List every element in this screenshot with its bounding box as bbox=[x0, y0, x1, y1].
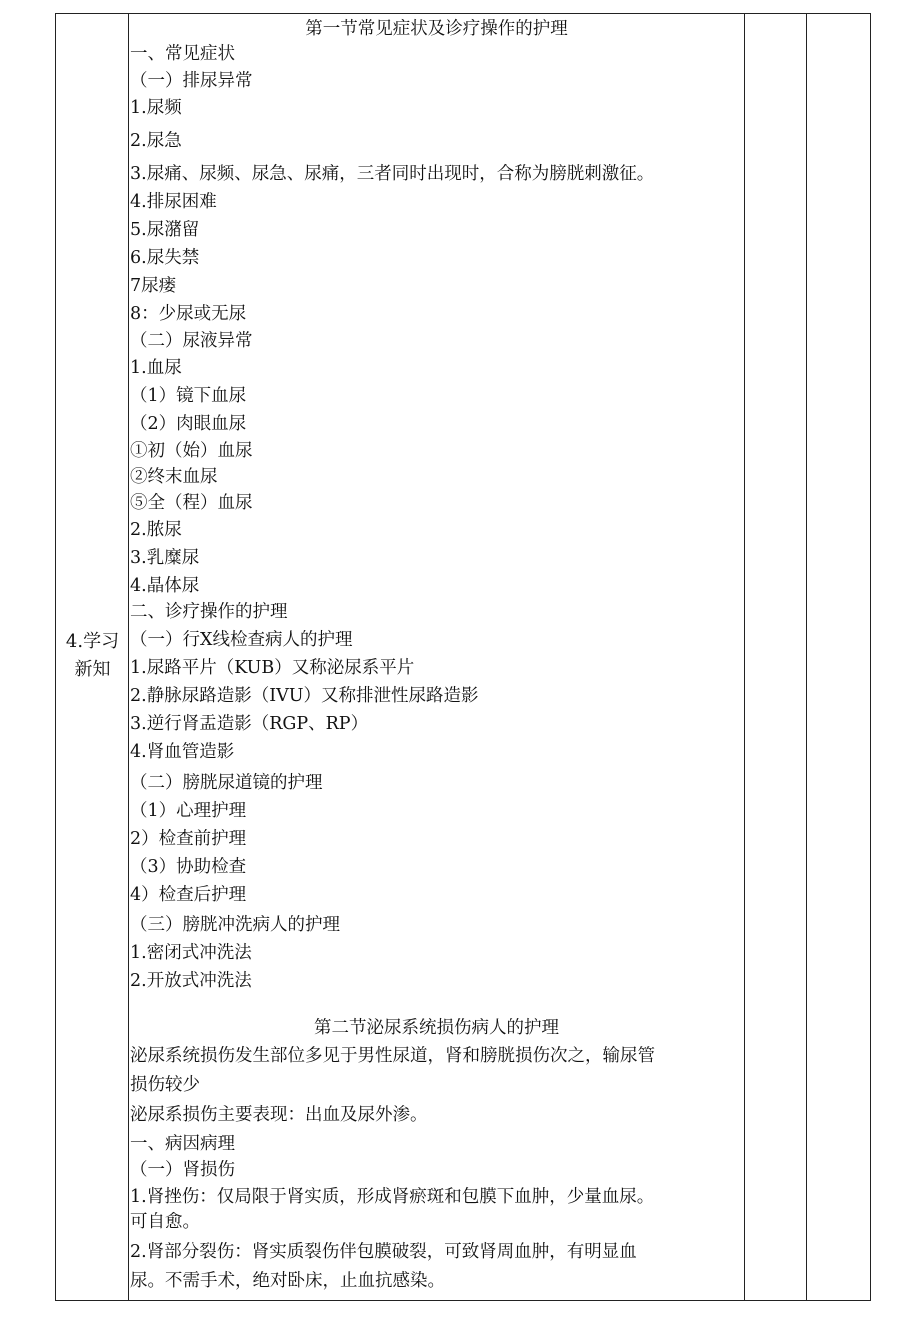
content-line: 4）检查后护理 bbox=[130, 885, 247, 905]
heading-common-symptoms: 一、常见症状 bbox=[130, 44, 235, 64]
subheading-urination-abnormal: （一）排尿异常 bbox=[130, 71, 253, 91]
content-line: 泌尿系损伤主要表现：出血及尿外渗。 bbox=[130, 1105, 428, 1125]
content-line: 4.晶体尿 bbox=[130, 576, 200, 596]
content-line: 1.肾挫伤：仅局限于肾实质，形成肾瘀斑和包膜下血肿，少量血尿。 bbox=[130, 1187, 655, 1207]
content-line: 2.静脉尿路造影（IVU）又称排泄性尿路造影 bbox=[130, 686, 479, 706]
subheading-cystoscopy: （二）膀胱尿道镜的护理 bbox=[130, 773, 323, 793]
content-line: 2.脓尿 bbox=[130, 520, 182, 540]
content-line: 可自愈。 bbox=[130, 1212, 200, 1232]
content-line: （1）镜下血尿 bbox=[130, 386, 247, 406]
label-column bbox=[56, 14, 129, 1300]
row-label-line-1: 4.学习 bbox=[65, 631, 120, 652]
content-line: 尿。不需手术，绝对卧床，止血抗感染。 bbox=[130, 1271, 445, 1291]
content-line: 3.逆行肾盂造影（RGP、RP） bbox=[130, 714, 369, 734]
content-line: 1.密闭式冲洗法 bbox=[130, 943, 252, 963]
content-line: 8：少尿或无尿 bbox=[130, 304, 247, 324]
content-line: 2.肾部分裂伤：肾实质裂伤伴包膜破裂，可致肾周血肿，有明显血 bbox=[130, 1242, 637, 1262]
content-line: 4.排尿困难 bbox=[130, 192, 217, 212]
empty-column-2 bbox=[807, 14, 870, 1300]
empty-column-1 bbox=[745, 14, 807, 1300]
row-label bbox=[56, 628, 129, 684]
row-label-line-2: 新知 bbox=[74, 659, 111, 680]
content-line: 2.尿急 bbox=[130, 131, 182, 151]
content-column bbox=[129, 14, 745, 1300]
content-line: 1.血尿 bbox=[130, 358, 182, 378]
content-line: 1.尿路平片（KUB）又称泌尿系平片 bbox=[130, 658, 415, 678]
document-table bbox=[55, 13, 871, 1301]
section-title-2: 第二节泌尿系统损伤病人的护理 bbox=[314, 1018, 559, 1038]
content-line: ②终末血尿 bbox=[130, 467, 218, 487]
heading-procedures: 二、诊疗操作的护理 bbox=[130, 602, 288, 622]
subheading-kidney-injury: （一）肾损伤 bbox=[130, 1160, 235, 1180]
content-line: 损伤较少 bbox=[130, 1075, 200, 1095]
content-line: 泌尿系统损伤发生部位多见于男性尿道，肾和膀胱损伤次之，输尿管 bbox=[130, 1046, 655, 1066]
content-line: 4.肾血管造影 bbox=[130, 742, 235, 762]
subheading-xray: （一）行X线检查病人的护理 bbox=[130, 630, 353, 650]
content-line: ①初（始）血尿 bbox=[130, 441, 253, 461]
heading-etiology: 一、病因病理 bbox=[130, 1134, 235, 1154]
content-line: 1.尿频 bbox=[130, 98, 182, 118]
content-line: （1）心理护理 bbox=[130, 801, 247, 821]
content-line: （3）协助检查 bbox=[130, 857, 247, 877]
content-line: 5.尿潴留 bbox=[130, 220, 200, 240]
content-line: 2.开放式冲洗法 bbox=[130, 971, 252, 991]
content-line: 3.乳糜尿 bbox=[130, 548, 200, 568]
content-line: （2）肉眼血尿 bbox=[130, 414, 247, 434]
content-line: 2）检查前护理 bbox=[130, 829, 247, 849]
subheading-urine-abnormal: （二）尿液异常 bbox=[130, 331, 253, 351]
content-line: 3.尿痛、尿频、尿急、尿痛，三者同时出现时，合称为膀胱刺激征。 bbox=[130, 164, 655, 184]
content-line: 7尿瘘 bbox=[130, 276, 177, 296]
content-line: ⑤全（程）血尿 bbox=[130, 493, 253, 513]
section-title-1: 第一节常见症状及诊疗操作的护理 bbox=[305, 19, 568, 39]
content-line: 6.尿失禁 bbox=[130, 248, 200, 268]
subheading-bladder-irrigation: （三）膀胱冲洗病人的护理 bbox=[130, 915, 340, 935]
